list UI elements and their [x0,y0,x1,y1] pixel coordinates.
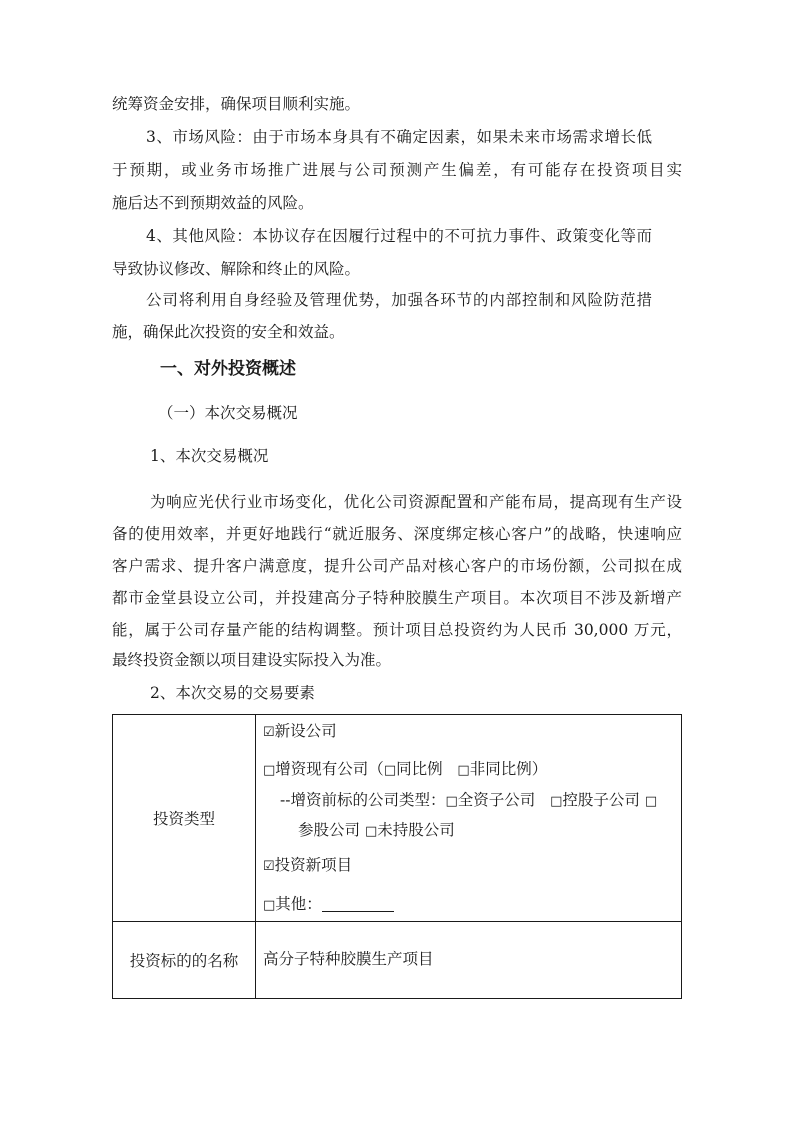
paragraph-line: 能，属于公司存量产能的结构调整。预计项目总投资约为人民币 30,000 万元， [112,621,682,639]
paragraph-line: 都市金堂县设立公司，并投建高分子特种胶膜生产项目。本次项目不涉及新增产 [112,589,682,607]
subsection-title: 1、本次交易概况 [150,447,269,465]
paragraph-line: 导致协议修改、解除和终止的风险。 [112,260,361,278]
option-new-project: ☑投资新项目 [263,856,353,874]
checkbox-icon[interactable]: □ [457,763,470,778]
option-target-type-cont: 参股公司 □未持股公司 [298,821,455,839]
paragraph-line: 施后达不到预期效益的风险。 [112,194,314,212]
section-heading: 一、对外投资概述 [160,359,296,379]
target-name-label: 投资标的的名称 [113,922,256,999]
paragraph-line: 于预期，或业务市场推广进展与公司预测产生偏差，有可能存在投资项目实 [112,161,682,179]
subsection-title: 2、本次交易的交易要素 [150,684,315,702]
paragraph-line: 3、市场风险：由于市场本身具有不确定因素，如果未来市场需求增长低 [146,128,652,146]
paragraph-line: 最终投资金额以项目建设实际投入为准。 [112,651,392,669]
table-row [113,715,682,922]
paragraph-line: 备的使用效率，并更好地践行“就近服务、深度绑定核心客户”的战略，快速响应 [112,525,682,543]
table-row [113,922,682,999]
checkbox-icon[interactable]: □ [263,763,276,778]
investment-type-options [256,715,682,922]
other-blank-field[interactable] [322,897,394,912]
paragraph-line: 4、其他风险：本协议存在因履行过程中的不可抗力事件、政策变化等而 [146,227,652,245]
checked-box-icon[interactable]: ☑ [263,859,275,874]
option-target-type: --增资前标的公司类型：□全资子公司 □控股子公司 □ [280,791,658,809]
checkbox-icon[interactable]: □ [644,794,658,809]
checkbox-icon[interactable]: □ [550,794,563,809]
target-name-text: 高分子特种胶膜生产项目 [263,950,434,968]
transaction-elements-table [112,714,682,999]
paragraph-line: 公司将利用自身经验及管理优势，加强各环节的内部控制和风险防范措 [146,291,652,309]
checkbox-icon[interactable]: □ [263,898,276,913]
option-new-company: ☑新设公司 [263,722,337,740]
investment-type-label: 投资类型 [113,715,256,922]
subsection-title: （一）本次交易概况 [158,404,298,422]
checkbox-icon[interactable]: □ [445,794,458,809]
checkbox-icon[interactable]: □ [364,824,378,839]
paragraph-line: 施，确保此次投资的安全和效益。 [112,323,345,341]
option-capital-increase: □增资现有公司（□同比例 □非同比例） [263,760,548,778]
checkbox-icon[interactable]: □ [383,763,397,778]
paragraph-line: 统筹资金安排，确保项目顺利实施。 [112,95,361,113]
paragraph-line: 客户需求、提升客户满意度，提升公司产品对核心客户的市场份额，公司拟在成 [112,557,682,575]
checked-box-icon[interactable]: ☑ [263,725,275,740]
paragraph-line: 为响应光伏行业市场变化，优化公司资源配置和产能布局，提高现有生产设 [150,493,682,511]
option-other: □其他： [263,894,394,916]
target-name-value [256,922,682,999]
